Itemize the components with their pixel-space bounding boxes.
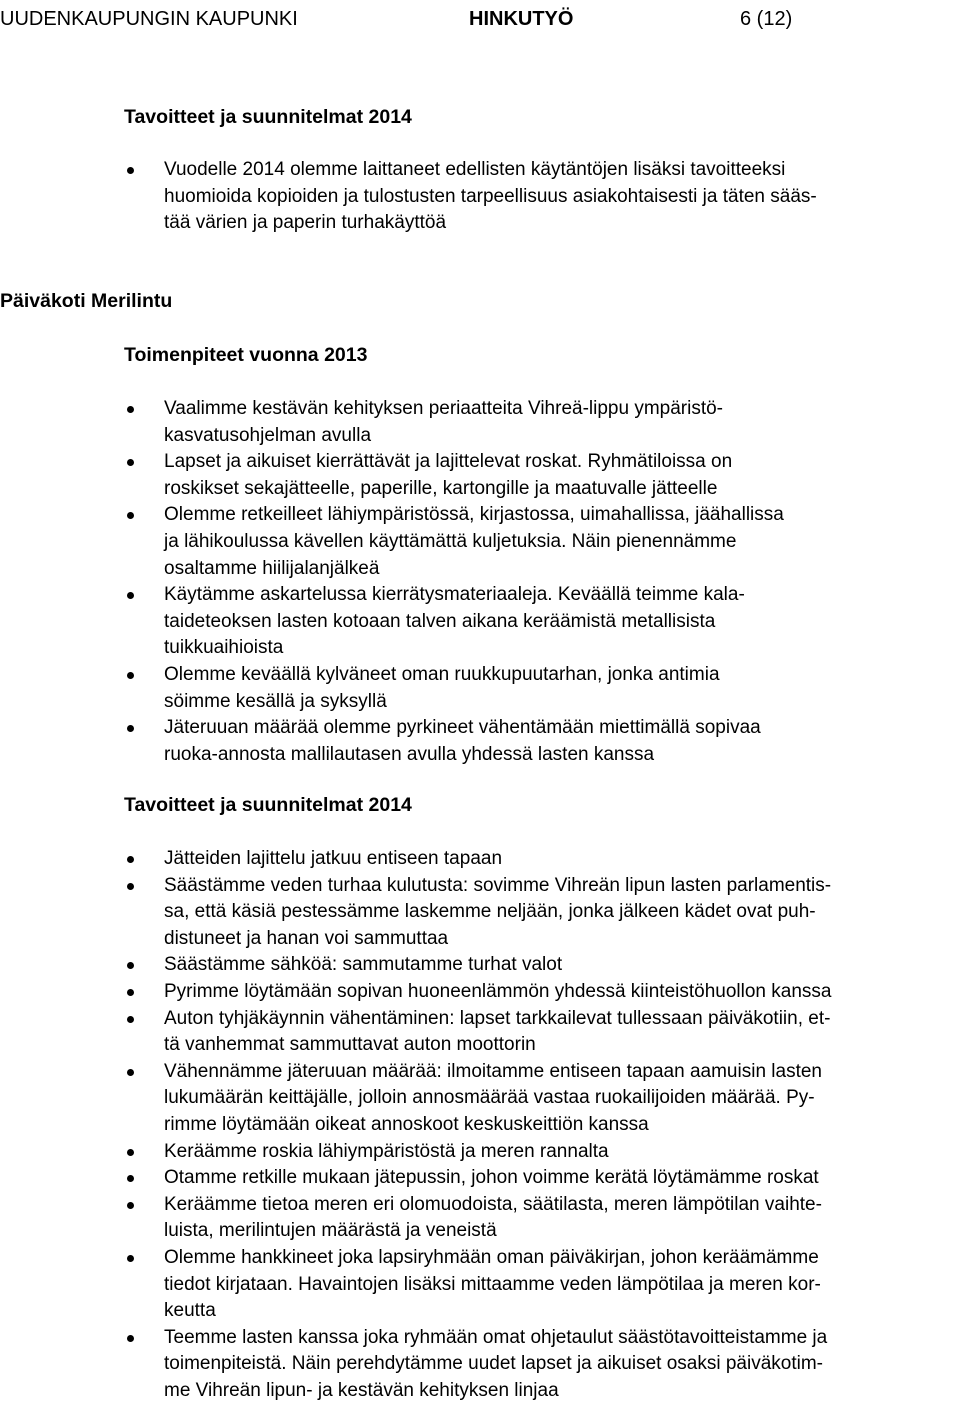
bullet-icon xyxy=(127,856,134,863)
list-item: Jäteruuan määrää olemme pyrkineet vähentämään miettimällä sopivaa ruoka-annosta mallilautasen avulla yhdessä lasten kanssa xyxy=(0,715,960,768)
list-item: Olemme keväällä kylväneet oman ruukkupuutarhan, jonka antimia söimme kesällä ja syksyllä xyxy=(0,662,960,715)
bullet-icon xyxy=(127,592,134,599)
goals-2014-merilintu-list xyxy=(0,846,960,1404)
list-item: Säästämme veden turhaa kulutusta: sovimme Vihreän lipun lasten parlamentis- sa, että käsiä pestessämme laskemme neljään, jonka jälkeen kädet ovat puh- distuneet ja hanan voi sammuttaa xyxy=(0,873,960,953)
bullet-icon xyxy=(127,459,134,466)
bullet-icon xyxy=(127,725,134,732)
bullet-icon xyxy=(127,672,134,679)
actions-2013-list xyxy=(0,396,960,768)
section-heading-actions-2013: Toimenpiteet vuonna 2013 xyxy=(124,344,368,366)
list-item: Vaalimme kestävän kehityksen periaatteita Vihreä-lippu ympäristö- kasvatusohjelman avulla xyxy=(0,396,960,449)
list-item: Keräämme roskia lähiympäristöstä ja meren rannalta xyxy=(0,1139,960,1166)
bullet-icon xyxy=(127,1255,134,1262)
list-item: Jätteiden lajittelu jatkuu entiseen tapaan xyxy=(0,846,960,873)
list-item: Keräämme tietoa meren eri olomuodoista, säätilasta, meren lämpötilan vaihte- luista, merilintujen määrästä ja veneistä xyxy=(0,1192,960,1245)
bullet-icon xyxy=(127,1175,134,1182)
bullet-icon xyxy=(127,406,134,413)
bullet-icon xyxy=(127,1202,134,1209)
bullet-icon xyxy=(127,1016,134,1023)
page-number: 6 (12) xyxy=(740,8,793,30)
list-item: Säästämme sähköä: sammutamme turhat valot xyxy=(0,952,960,979)
list-item: Olemme retkeilleet lähiympäristössä, kirjastossa, uimahallissa, jäähallissa ja lähikoulussa kävellen käyttämättä kuljetuksia. Näin pienennämme osaltamme hiilijalanjälkeä xyxy=(0,502,960,582)
list-item: Käytämme askartelussa kierrätysmateriaaleja. Keväällä teimme kala- taideteoksen lasten kotoaan talven aikana keräämistä metallisista tuikkuaihioista xyxy=(0,582,960,662)
document-type: HINKUTYÖ xyxy=(469,8,574,30)
list-item: Pyrimme löytämään sopivan huoneenlämmön yhdessä kiinteistöhuollon kanssa xyxy=(0,979,960,1006)
page-header xyxy=(0,4,960,34)
bullet-icon xyxy=(127,883,134,890)
section-heading-goals-2014-merilintu: Tavoitteet ja suunnitelmat 2014 xyxy=(124,794,412,816)
goals-2014-list xyxy=(0,157,960,237)
bullet-icon xyxy=(127,1335,134,1342)
bullet-icon xyxy=(127,167,134,174)
bullet-icon xyxy=(127,1149,134,1156)
list-item: Vähennämme jäteruuan määrää: ilmoitamme entiseen tapaan aamuisin lasten lukumäärän keittäjälle, jolloin annosmäärää vastaa ruokailijoiden määrää. Py- rimme löytämään oikeat annoskoot keskuskeittiön kanssa xyxy=(0,1059,960,1139)
list-item: Olemme hankkineet joka lapsiryhmään oman päiväkirjan, johon keräämämme tiedot kirjataan. Havaintojen lisäksi mittaamme veden lämpötilaa ja meren kor- keutta xyxy=(0,1245,960,1325)
unit-title: Päiväkoti Merilintu xyxy=(0,290,173,312)
list-item: Otamme retkille mukaan jätepussin, johon voimme kerätä löytämämme roskat xyxy=(0,1165,960,1192)
bullet-icon xyxy=(127,989,134,996)
bullet-icon xyxy=(127,1069,134,1076)
bullet-icon xyxy=(127,962,134,969)
organization-name: UUDENKAUPUNGIN KAUPUNKI xyxy=(0,8,298,30)
section-heading-goals-2014: Tavoitteet ja suunnitelmat 2014 xyxy=(124,106,412,128)
list-item: Lapset ja aikuiset kierrättävät ja lajittelevat roskat. Ryhmätiloissa on roskikset sekajätteelle, paperille, kartongille ja maatuvalle jätteelle xyxy=(0,449,960,502)
bullet-icon xyxy=(127,512,134,519)
list-item: Teemme lasten kanssa joka ryhmään omat ohjetaulut säästötavoitteistamme ja toimenpiteistä. Näin perehdytämme uudet lapset ja aikuiset osaksi päiväkotim- me Vihreän lipun- ja kestävän kehityksen linjaa xyxy=(0,1325,960,1405)
list-item: Vuodelle 2014 olemme laittaneet edellisten käytäntöjen lisäksi tavoitteeksi huomioida kopioiden ja tulostusten tarpeellisuus asiakohtaisesti ja täten sääs- tää värien ja paperin turhakäyttöä xyxy=(0,157,960,237)
list-item: Auton tyhjäkäynnin vähentäminen: lapset tarkkailevat tullessaan päiväkotiin, et- tä vanhemmat sammuttavat auton moottorin xyxy=(0,1006,960,1059)
